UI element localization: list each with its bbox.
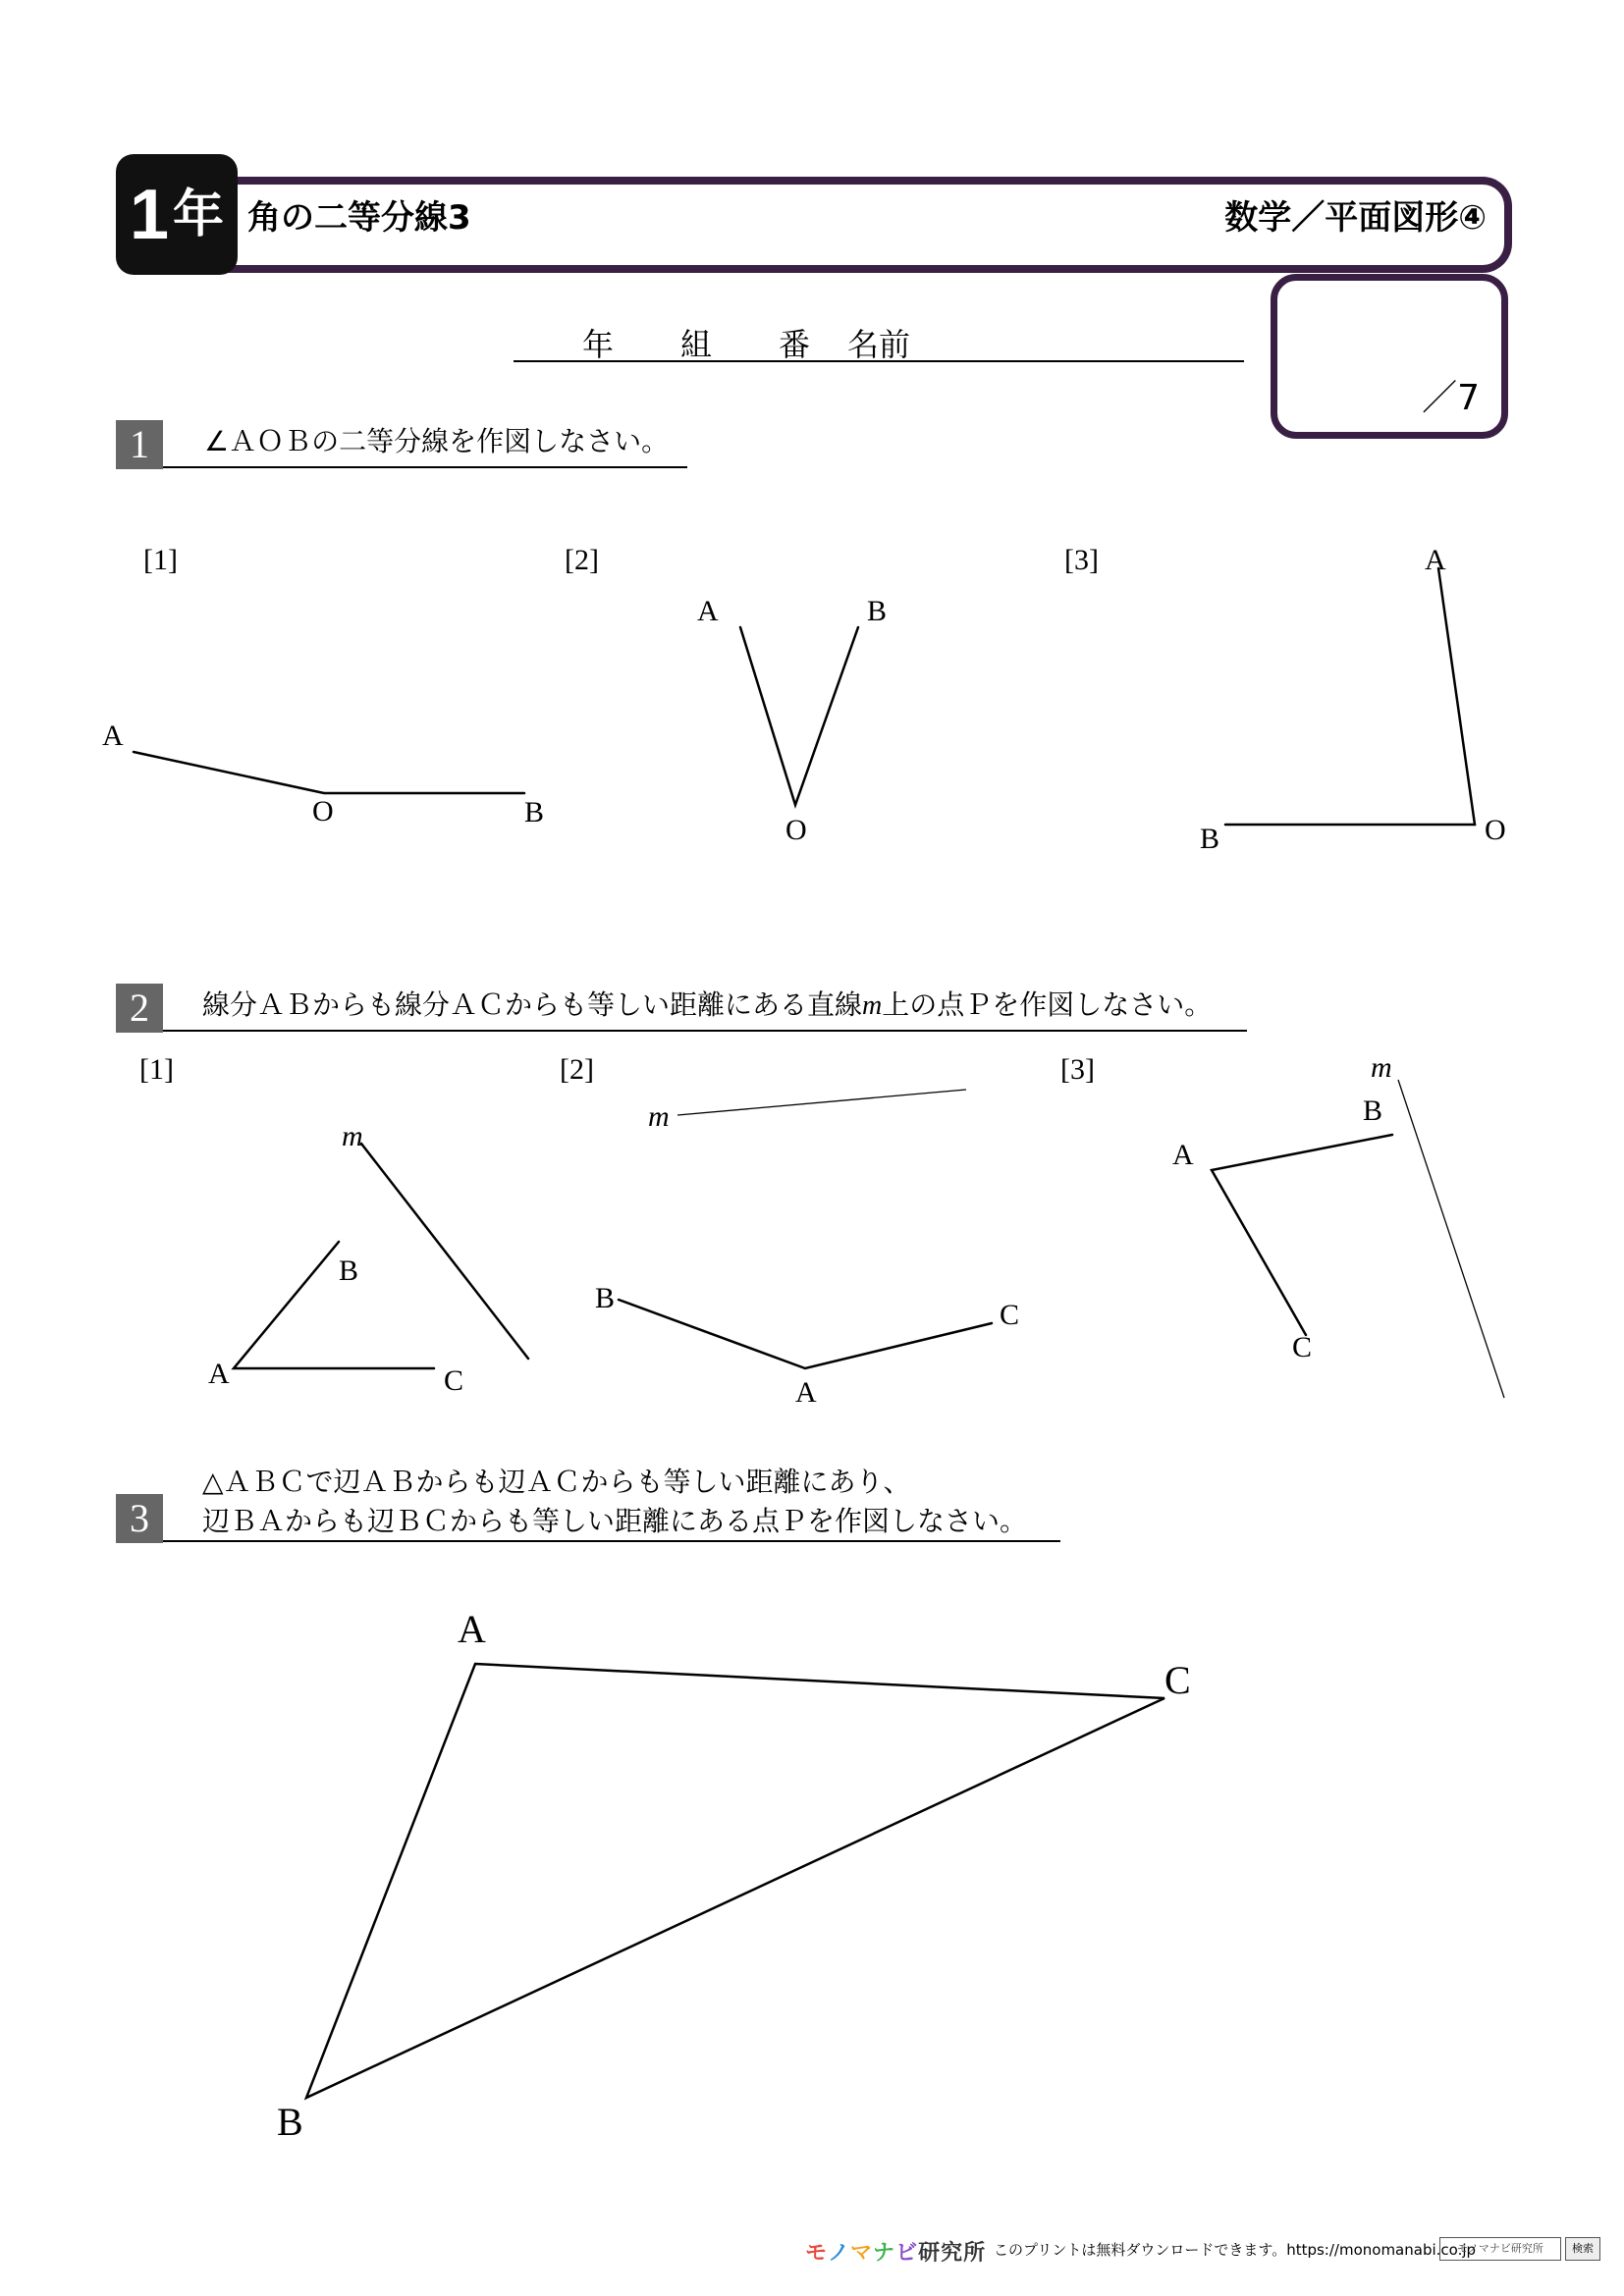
q3-number: 3 bbox=[116, 1494, 163, 1543]
q1-3-angle bbox=[1225, 568, 1475, 825]
q1-text: ∠ＡＯＢの二等分線を作図しなさい。 bbox=[204, 425, 670, 457]
q2-2-label-a: A bbox=[795, 1376, 817, 1409]
q2-2-label-b: B bbox=[595, 1282, 616, 1314]
q2-2-label-m: m bbox=[648, 1100, 670, 1133]
number-label: 番 bbox=[779, 326, 811, 363]
q2-2-line-m bbox=[677, 1090, 966, 1115]
q3-text-line2: 辺ＢＡからも辺ＢＣからも等しい距離にある点Ｐを作図しなさい。 bbox=[202, 1505, 1028, 1537]
q2-1-label-c: C bbox=[444, 1364, 464, 1397]
footer-download-note: このプリントは無料ダウンロードできます。https://monomanabi.co.jp bbox=[994, 2241, 1477, 2259]
q1-1-tag: [1] bbox=[143, 544, 178, 576]
q2-2-tag: [2] bbox=[560, 1053, 594, 1086]
q1-1-angle bbox=[134, 752, 524, 793]
q2-3-label-b: B bbox=[1363, 1095, 1383, 1127]
q3-text-line1: △ＡＢＣで辺ＡＢからも辺ＡＣからも等しい距離にあり、 bbox=[202, 1466, 911, 1498]
logo-part: ビ bbox=[895, 2241, 919, 2266]
logo-part: モ bbox=[805, 2241, 829, 2266]
q1-2-tag: [2] bbox=[565, 544, 599, 576]
q2-number: 2 bbox=[116, 984, 163, 1033]
q1-3-label-b: B bbox=[1200, 823, 1220, 855]
q2-1-label-b: B bbox=[339, 1255, 359, 1287]
name-label: 名前 bbox=[847, 326, 911, 363]
q1-1-label-o: O bbox=[312, 795, 334, 828]
q2-text: 線分ＡＢからも線分ＡＣからも等しい距離にある直線m上の点Ｐを作図しなさい。 bbox=[202, 988, 1213, 1021]
q1-3-label-a: A bbox=[1425, 544, 1446, 576]
grade-badge bbox=[116, 154, 238, 275]
q1-2-label-o: O bbox=[785, 814, 807, 846]
worksheet-title: 角の二等分線3 bbox=[247, 198, 471, 238]
q3-label-a: A bbox=[458, 1607, 486, 1651]
subject-label: 数学／平面図形④ bbox=[1224, 198, 1487, 238]
q2-3-label-m: m bbox=[1371, 1051, 1392, 1084]
q3-triangle bbox=[306, 1664, 1164, 2098]
q1-2-angle bbox=[740, 627, 858, 805]
q3-label-b: B bbox=[277, 2100, 303, 2144]
q2-1-label-a: A bbox=[208, 1358, 230, 1390]
footer-search-input[interactable]: モノマナビ研究所 bbox=[1439, 2237, 1561, 2261]
q1-3-tag: [3] bbox=[1064, 544, 1099, 576]
q2-1-line-m bbox=[361, 1144, 528, 1359]
q2-1-label-m: m bbox=[342, 1120, 363, 1152]
score-total: ／7 bbox=[1422, 378, 1480, 418]
q2-3-line-m bbox=[1398, 1080, 1504, 1398]
q1-2-label-b: B bbox=[867, 595, 888, 627]
logo-part: ノ bbox=[828, 2241, 851, 2266]
site-logo[interactable] bbox=[805, 2236, 986, 2267]
q1-1-label-b: B bbox=[524, 796, 545, 828]
q2-3-segments bbox=[1212, 1135, 1392, 1335]
q1-number: 1 bbox=[116, 420, 163, 469]
logo-part: ナ bbox=[873, 2241, 896, 2266]
footer-search-button[interactable]: 検索 bbox=[1565, 2237, 1600, 2261]
logo-part: 研究所 bbox=[918, 2241, 987, 2266]
q1-2-label-a: A bbox=[697, 595, 719, 627]
q2-1-segments bbox=[234, 1242, 434, 1368]
q2-2-label-c: C bbox=[1000, 1299, 1020, 1331]
class-label: 組 bbox=[680, 326, 713, 363]
q1-3-label-o: O bbox=[1485, 814, 1506, 846]
q3-label-c: C bbox=[1164, 1658, 1191, 1702]
q2-3-label-a: A bbox=[1172, 1139, 1194, 1171]
q1-1-label-a: A bbox=[102, 720, 124, 752]
q2-1-tag: [1] bbox=[139, 1053, 174, 1086]
q2-3-label-c: C bbox=[1292, 1331, 1313, 1363]
logo-part: マ bbox=[850, 2241, 874, 2266]
grade-unit: 年 bbox=[173, 185, 225, 244]
q2-3-tag: [3] bbox=[1060, 1053, 1095, 1086]
grade-number: 1 bbox=[129, 175, 170, 254]
q2-2-segments bbox=[619, 1300, 992, 1368]
year-label: 年 bbox=[582, 326, 615, 363]
